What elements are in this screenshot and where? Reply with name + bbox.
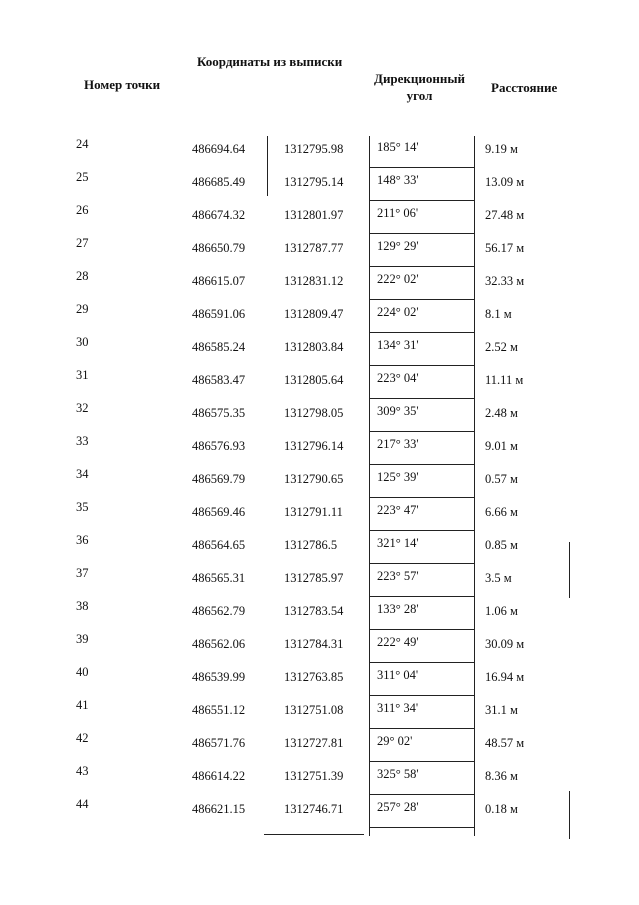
table-row: [0, 697, 639, 730]
row-separator: [370, 497, 475, 498]
table-row: [0, 367, 639, 400]
point-number-cell: 33: [76, 434, 89, 448]
point-number-cell: 35: [76, 500, 89, 514]
row-separator: [370, 332, 475, 333]
x-coordinate-cell: 486569.79: [192, 472, 246, 486]
row-separator: [370, 662, 475, 663]
y-coordinate-cell: 1312751.39: [284, 769, 344, 783]
x-coordinate-cell: 486685.49: [192, 175, 246, 189]
x-coordinate-cell: 486583.47: [192, 373, 246, 387]
point-number-cell: 37: [76, 566, 89, 580]
y-coordinate-cell: 1312803.84: [284, 340, 344, 354]
header-direction-angle: [374, 70, 465, 104]
distance-cell: 8.1 м: [485, 307, 512, 321]
direction-angle-cell: 311° 04': [377, 668, 419, 682]
direction-angle-cell: 223° 47': [377, 503, 419, 517]
y-coordinate-cell: 1312746.71: [284, 802, 344, 816]
x-coordinate-cell: 486569.46: [192, 505, 246, 519]
distance-cell: 11.11 м: [485, 373, 524, 387]
point-number-cell: 31: [76, 368, 89, 382]
header-angle-line2: угол: [406, 88, 433, 103]
direction-angle-cell: 257° 28': [377, 800, 419, 814]
distance-cell: 56.17 м: [485, 241, 525, 255]
distance-cell: 9.19 м: [485, 142, 518, 156]
x-coordinate-cell: 486551.12: [192, 703, 246, 717]
table-row: [0, 433, 639, 466]
x-coordinate-cell: 486564.65: [192, 538, 246, 552]
table-row: [0, 565, 639, 598]
y-coordinate-cell: 1312831.12: [284, 274, 344, 288]
row-separator: [370, 233, 475, 234]
x-coordinate-cell: 486694.64: [192, 142, 246, 156]
point-number-cell: 30: [76, 335, 89, 349]
direction-angle-cell: 224° 02': [377, 305, 419, 319]
distance-cell: 27.48 м: [485, 208, 525, 222]
row-separator: [370, 365, 475, 366]
row-separator: [370, 563, 475, 564]
row-separator: [370, 200, 475, 201]
direction-angle-cell: 321° 14': [377, 536, 419, 550]
x-coordinate-cell: 486614.22: [192, 769, 246, 783]
table-row: [0, 730, 639, 763]
direction-angle-cell: 134° 31': [377, 338, 419, 352]
distance-cell: 6.66 м: [485, 505, 518, 519]
y-coordinate-cell: 1312801.97: [284, 208, 344, 222]
row-separator: [370, 464, 475, 465]
x-coordinate-cell: 486562.06: [192, 637, 246, 651]
table-row: [0, 532, 639, 565]
direction-angle-cell: 217° 33': [377, 437, 419, 451]
table-row: [0, 202, 639, 235]
row-separator: [370, 761, 475, 762]
y-coordinate-cell: 1312785.97: [284, 571, 344, 585]
x-coordinate-cell: 486575.35: [192, 406, 246, 420]
distance-cell: 2.48 м: [485, 406, 518, 420]
angle-column-left-border: [369, 136, 370, 836]
y-coordinate-cell: 1312787.77: [284, 241, 344, 255]
x-coordinate-cell: 486539.99: [192, 670, 246, 684]
table-row: [0, 763, 639, 796]
row-separator: [370, 530, 475, 531]
point-number-cell: 40: [76, 665, 89, 679]
angle-column-right-border: [474, 136, 475, 836]
table-row: [0, 499, 639, 532]
table-row: [0, 268, 639, 301]
direction-angle-cell: 133° 28': [377, 602, 419, 616]
direction-angle-cell: 309° 35': [377, 404, 419, 418]
point-number-cell: 43: [76, 764, 89, 778]
point-number-cell: 27: [76, 236, 89, 250]
y-coordinate-cell: 1312783.54: [284, 604, 344, 618]
x-coordinate-cell: 486615.07: [192, 274, 246, 288]
point-number-cell: 26: [76, 203, 89, 217]
row-separator: [370, 728, 475, 729]
distance-cell: 48.57 м: [485, 736, 525, 750]
distance-cell: 0.85 м: [485, 538, 518, 552]
x-coordinate-cell: 486621.15: [192, 802, 246, 816]
direction-angle-cell: 222° 02': [377, 272, 419, 286]
table-row: [0, 301, 639, 334]
direction-angle-cell: 223° 57': [377, 569, 419, 583]
header-coordinates: Координаты из выписки: [197, 54, 343, 69]
x-coordinate-cell: 486565.31: [192, 571, 246, 585]
header-distance: Расстояние: [491, 80, 558, 95]
direction-angle-cell: 211° 06': [377, 206, 419, 220]
y-coordinate-cell: 1312786.5: [284, 538, 338, 552]
y-coordinate-cell: 1312809.47: [284, 307, 344, 321]
distance-cell: 1.06 м: [485, 604, 518, 618]
point-number-cell: 36: [76, 533, 89, 547]
direction-angle-cell: 148° 33': [377, 173, 419, 187]
row-separator: [370, 695, 475, 696]
table-row: [0, 169, 639, 202]
direction-angle-cell: 222° 49': [377, 635, 419, 649]
x-coordinate-cell: 486562.79: [192, 604, 246, 618]
table-row: [0, 235, 639, 268]
point-number-cell: 28: [76, 269, 89, 283]
distance-cell: 9.01 м: [485, 439, 518, 453]
table-row: [0, 796, 639, 829]
point-number-cell: 32: [76, 401, 89, 415]
right-margin-mark-2: [569, 791, 570, 839]
table-row: [0, 400, 639, 433]
right-margin-mark: [569, 542, 570, 598]
y-coordinate-cell: 1312751.08: [284, 703, 344, 717]
point-number-cell: 38: [76, 599, 89, 613]
y-coordinate-cell: 1312805.64: [284, 373, 344, 387]
row-separator: [370, 299, 475, 300]
table-row: [0, 136, 639, 169]
row-separator: [370, 398, 475, 399]
coord-column-divider: [267, 136, 268, 196]
row-separator: [370, 431, 475, 432]
y-coordinate-cell: 1312795.14: [284, 175, 344, 189]
point-number-cell: 42: [76, 731, 89, 745]
distance-cell: 13.09 м: [485, 175, 525, 189]
distance-cell: 32.33 м: [485, 274, 525, 288]
y-coordinate-cell: 1312798.05: [284, 406, 344, 420]
direction-angle-cell: 29° 02': [377, 734, 413, 748]
point-number-cell: 25: [76, 170, 89, 184]
point-number-cell: 29: [76, 302, 89, 316]
y-coordinate-cell: 1312727.81: [284, 736, 344, 750]
table-row: [0, 598, 639, 631]
row-separator: [370, 596, 475, 597]
table-row: [0, 664, 639, 697]
y-coordinate-cell: 1312763.85: [284, 670, 344, 684]
table-row: [0, 334, 639, 367]
distance-cell: 30.09 м: [485, 637, 525, 651]
direction-angle-cell: 129° 29': [377, 239, 419, 253]
row-separator: [370, 629, 475, 630]
point-number-cell: 41: [76, 698, 89, 712]
x-coordinate-cell: 486591.06: [192, 307, 246, 321]
row-separator: [370, 827, 475, 828]
direction-angle-cell: 125° 39': [377, 470, 419, 484]
y-coordinate-cell: 1312790.65: [284, 472, 344, 486]
x-coordinate-cell: 486585.24: [192, 340, 246, 354]
direction-angle-cell: 325° 58': [377, 767, 419, 781]
row-separator: [370, 794, 475, 795]
distance-cell: 31.1 м: [485, 703, 518, 717]
header-point-number: Номер точки: [84, 77, 161, 92]
distance-cell: 2.52 м: [485, 340, 518, 354]
x-coordinate-cell: 486650.79: [192, 241, 246, 255]
bottom-border: [264, 834, 364, 835]
y-coordinate-cell: 1312784.31: [284, 637, 344, 651]
distance-cell: 0.57 м: [485, 472, 518, 486]
row-separator: [370, 167, 475, 168]
point-number-cell: 44: [76, 797, 89, 811]
distance-cell: 0.18 м: [485, 802, 518, 816]
header-angle-line1: Дирекционный: [374, 71, 466, 86]
x-coordinate-cell: 486571.76: [192, 736, 246, 750]
table-row: [0, 466, 639, 499]
table-row: [0, 631, 639, 664]
distance-cell: 8.36 м: [485, 769, 518, 783]
y-coordinate-cell: 1312791.11: [284, 505, 343, 519]
point-number-cell: 34: [76, 467, 89, 481]
distance-cell: 3.5 м: [485, 571, 512, 585]
y-coordinate-cell: 1312796.14: [284, 439, 344, 453]
point-number-cell: 39: [76, 632, 89, 646]
x-coordinate-cell: 486674.32: [192, 208, 246, 222]
y-coordinate-cell: 1312795.98: [284, 142, 344, 156]
direction-angle-cell: 185° 14': [377, 140, 419, 154]
direction-angle-cell: 311° 34': [377, 701, 419, 715]
point-number-cell: 24: [76, 137, 89, 151]
row-separator: [370, 266, 475, 267]
distance-cell: 16.94 м: [485, 670, 525, 684]
direction-angle-cell: 223° 04': [377, 371, 419, 385]
x-coordinate-cell: 486576.93: [192, 439, 246, 453]
